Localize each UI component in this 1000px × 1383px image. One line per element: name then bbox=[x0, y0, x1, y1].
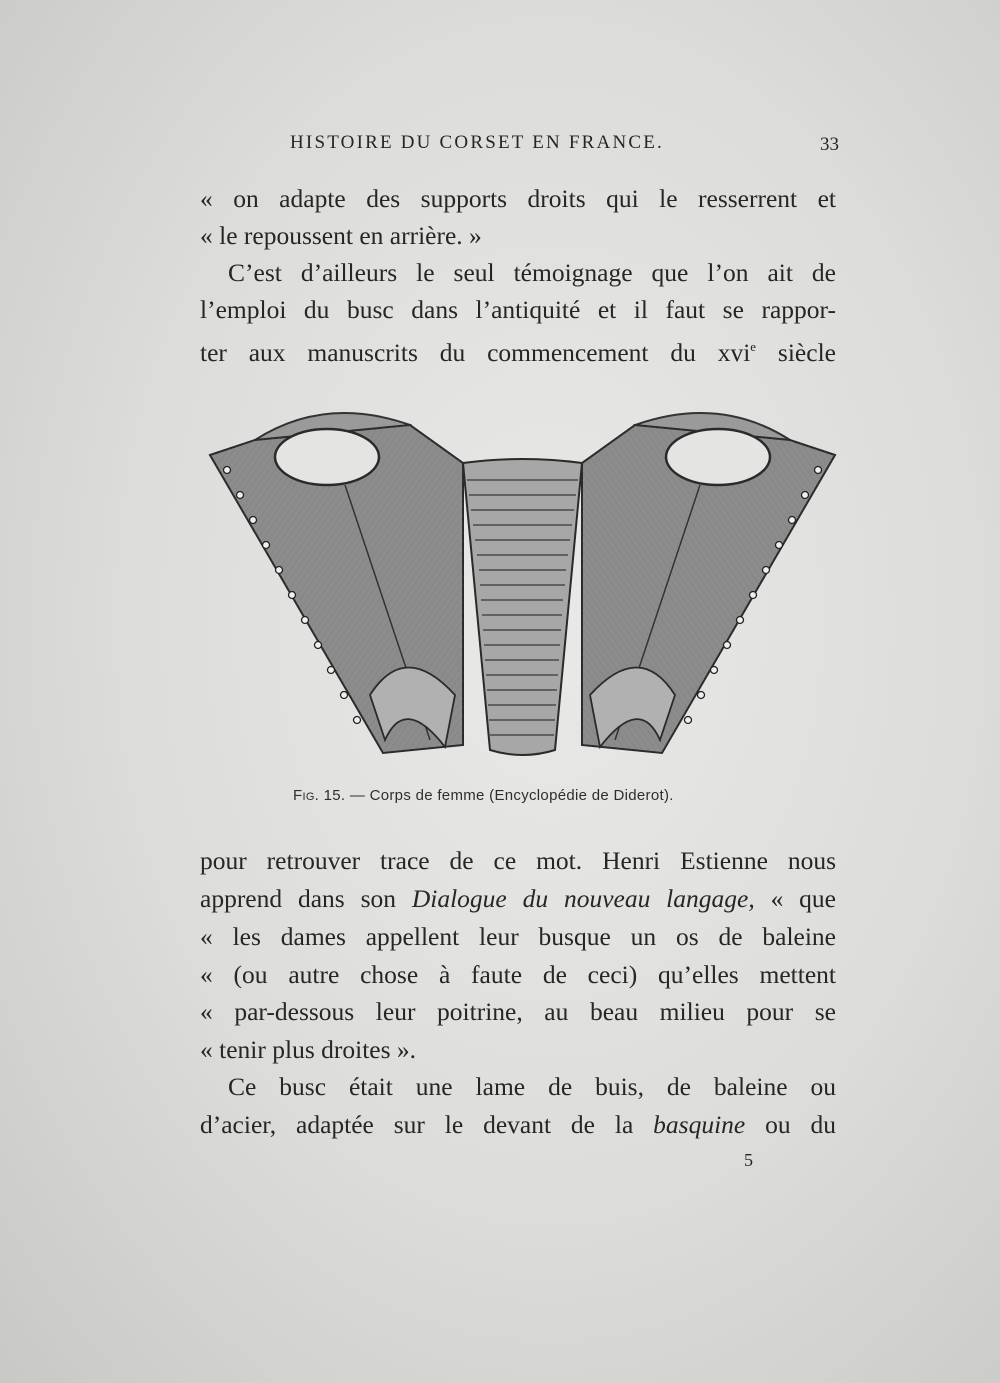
page-number: 33 bbox=[820, 134, 839, 155]
signature-mark: 5 bbox=[744, 1150, 753, 1170]
text-line: C’est d’ailleurs le seul témoignage que l’on ait de bbox=[228, 258, 836, 287]
text-line: l’emploi du busc dans l’antiquité et il faut se rappor- bbox=[200, 295, 836, 324]
text-line: Ce busc était une lame de buis, de baleine ou bbox=[228, 1072, 836, 1101]
text-line: « le repoussent en arrière. » bbox=[200, 221, 482, 250]
text-line: « on adapte des supports droits qui le resserrent et bbox=[200, 184, 836, 213]
text-run: siècle bbox=[756, 338, 836, 367]
figure-caption bbox=[293, 787, 753, 804]
caption-text: — Corps de femme (Encyclopédie de Diderot). bbox=[345, 787, 674, 804]
text-line: pour retrouver trace de ce mot. Henri Estienne nous bbox=[200, 846, 836, 875]
corset-illustration bbox=[205, 395, 840, 765]
text-run: « que bbox=[754, 884, 836, 913]
book-title: Dialogue du nouveau langage, bbox=[411, 884, 755, 913]
superscript: e bbox=[750, 339, 757, 354]
text-line bbox=[200, 1110, 836, 1140]
text-line: « (ou autre chose à faute de ceci) qu’elles mettent bbox=[200, 960, 836, 989]
text-line bbox=[200, 332, 836, 368]
text-line: « tenir plus droites ». bbox=[200, 1035, 417, 1064]
text-run: apprend dans son bbox=[200, 884, 412, 913]
text-line: « par-dessous leur poitrine, au beau milieu pour se bbox=[200, 997, 836, 1026]
text-line: « les dames appellent leur busque un os de baleine bbox=[200, 922, 836, 951]
figure-label: Fig. 15. bbox=[293, 787, 346, 804]
corset-engraving-svg bbox=[205, 395, 840, 765]
text-run: d’acier, adaptée sur le devant de la bbox=[200, 1110, 654, 1139]
italic-term: basquine bbox=[653, 1110, 746, 1139]
text-run: ou du bbox=[745, 1110, 836, 1139]
running-head: HISTOIRE DU CORSET EN FRANCE. bbox=[290, 132, 664, 153]
text-line bbox=[200, 884, 836, 914]
text-run: ter aux manuscrits du commencement du xvi bbox=[200, 338, 751, 367]
